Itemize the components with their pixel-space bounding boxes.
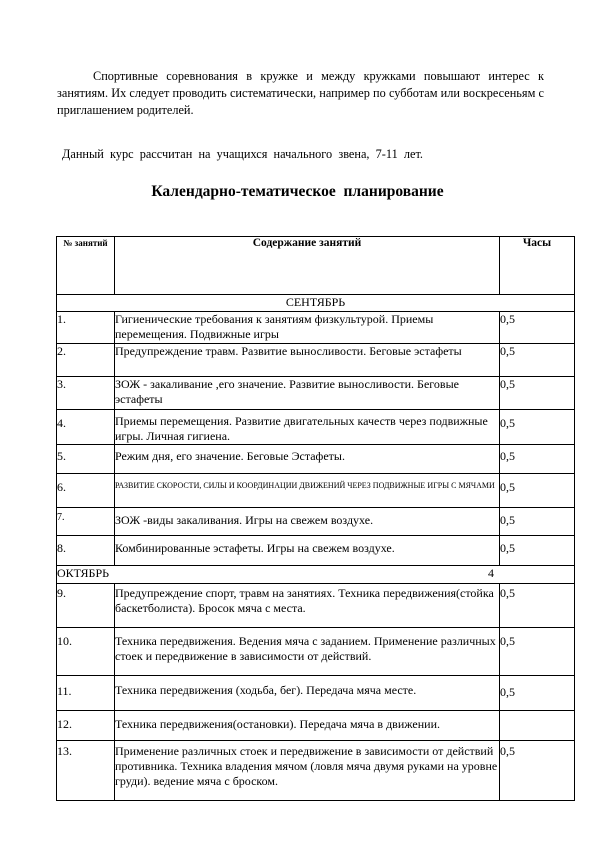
header-hours: Часы xyxy=(500,237,575,295)
table-row xyxy=(57,344,575,377)
row-content: ЗОЖ - закаливание ,его значение. Развитие выносливости. Беговые эстафеты xyxy=(115,377,500,410)
row-hours: 0,5 xyxy=(500,676,575,711)
row-hours: 0,5 xyxy=(500,445,575,474)
row-hours: 0,5 xyxy=(500,410,575,445)
row-num: 7. xyxy=(57,508,115,536)
table-row xyxy=(57,410,575,445)
table-row xyxy=(57,676,575,711)
row-hours: 0,5 xyxy=(500,508,575,536)
row-num: 13. xyxy=(57,741,115,801)
table-row xyxy=(57,445,575,474)
table-row xyxy=(57,711,575,741)
table-row xyxy=(57,474,575,508)
row-hours xyxy=(500,711,575,741)
row-content: ЗОЖ -виды закаливания. Игры на свежем воздухе. xyxy=(115,508,500,536)
row-hours: 0,5 xyxy=(500,536,575,566)
row-content: Гигиенические требования к занятиям физкультурой. Приемы перемещения. Подвижные игры xyxy=(115,312,500,344)
row-hours: 0,5 xyxy=(500,344,575,377)
month-row-october xyxy=(57,566,575,584)
row-content: Предупреждение травм. Развитие выносливости. Беговые эстафеты xyxy=(115,344,500,377)
row-hours: 0,5 xyxy=(500,474,575,508)
table-row xyxy=(57,377,575,410)
row-content: Техника передвижения(остановки). Передача мяча в движении. xyxy=(115,711,500,741)
month-october xyxy=(57,566,575,584)
row-hours: 0,5 xyxy=(500,584,575,628)
month-september: СЕНТЯБРЬ xyxy=(57,295,575,312)
table-row xyxy=(57,312,575,344)
intro-paragraph: Спортивные соревнования в кружке и между кружками повышают интерес к занятиям. Их следует проводить систематически, например по субботам или воскресеньям с приглашением родителей. xyxy=(57,69,544,117)
month-october-label: ОКТЯБРЬ xyxy=(57,566,110,580)
row-content: РАЗВИТИЕ СКОРОСТИ, СИЛЫ И КООРДИНАЦИИ ДВИЖЕНИЙ ЧЕРЕЗ ПОДВИЖНЫЕ ИГРЫ С МЯЧАМИ xyxy=(115,474,500,508)
row-num: 12. xyxy=(57,711,115,741)
row-content: Режим дня, его значение. Беговые Эстафеты. xyxy=(115,445,500,474)
row-num: 4. xyxy=(57,410,115,445)
row-content: Предупреждение спорт, травм на занятиях. Техника передвижения(стойка баскетболиста). Бросок мяча с места. xyxy=(115,584,500,628)
course-note: Данный курс рассчитан на учащихся начального звена, 7-11 лет. xyxy=(62,147,424,161)
row-num: 9. xyxy=(57,584,115,628)
table-header-row xyxy=(57,237,575,295)
row-hours: 0,5 xyxy=(500,741,575,801)
month-october-hours: 4 xyxy=(488,566,494,580)
row-num: 1. xyxy=(57,312,115,344)
header-num: № занятий xyxy=(57,237,115,295)
row-content: Техника передвижения (ходьба, бег). Передача мяча месте. xyxy=(115,676,500,711)
row-content: Приемы перемещения. Развитие двигательных качеств через подвижные игры. Личная гигиена. xyxy=(115,410,500,445)
table-row xyxy=(57,508,575,536)
row-num: 8. xyxy=(57,536,115,566)
row-content: Применение различных стоек и передвижение в зависимости от действий противника. Техника владения мячом (ловля мяча двумя руками на уровне груди). ведение мяча с броском. xyxy=(115,741,500,801)
page-title: Календарно-тематическое планирование xyxy=(151,183,444,200)
row-num: 6. xyxy=(57,474,115,508)
row-num: 3. xyxy=(57,377,115,410)
row-hours: 0,5 xyxy=(500,377,575,410)
row-num: 10. xyxy=(57,628,115,676)
month-row-september xyxy=(57,295,575,312)
table-row xyxy=(57,741,575,801)
row-content: Комбинированные эстафеты. Игры на свежем воздухе. xyxy=(115,536,500,566)
table-row xyxy=(57,584,575,628)
row-num: 2. xyxy=(57,344,115,377)
header-content: Содержание занятий xyxy=(115,237,500,295)
row-content: Техника передвижения. Ведения мяча с заданием. Применение различных стоек и передвижение в зависимости от действий. xyxy=(115,628,500,676)
row-num: 11. xyxy=(57,676,115,711)
table-row xyxy=(57,536,575,566)
row-hours: 0,5 xyxy=(500,312,575,344)
row-hours: 0,5 xyxy=(500,628,575,676)
planning-table xyxy=(56,236,575,801)
table-row xyxy=(57,628,575,676)
row-num: 5. xyxy=(57,445,115,474)
